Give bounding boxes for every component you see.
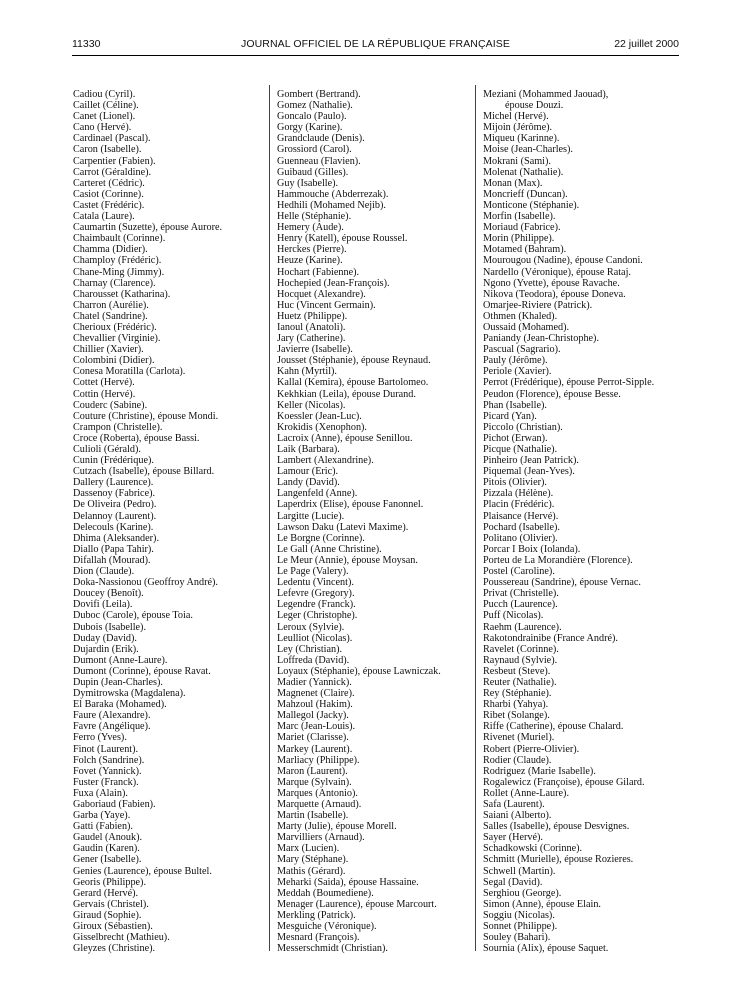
name-entry: Mesnard (François). [277,932,360,944]
name-entry: épouse Douzi. [505,100,564,112]
name-entry: Simon (Anne), épouse Elain. [483,898,601,910]
name-entry: Le Borgne (Corinne). [277,532,365,544]
name-entry: Mariet (Clarisse). [277,732,349,744]
name-entry: Laik (Barbara). [277,444,340,455]
publication-date: 22 juillet 2000 [614,38,679,50]
name-entry: Duday (David). [73,632,137,644]
name-entry: Porcar I Boix (Iolanda). [483,543,581,555]
name-entry: Dumont (Corinne), épouse Ravat. [73,665,211,677]
name-entry: Robert (Pierre-Olivier). [483,743,580,755]
name-entry: Mourougou (Nadine), épouse Candoni. [483,255,643,267]
name-entry: Casiot (Corinne). [73,188,144,200]
name-entry: Largitte (Lucie). [277,510,345,522]
name-entry: Gener (Isabelle). [73,854,142,866]
name-entry: Ngono (Yvette), épouse Ravache. [483,277,620,289]
name-entry: Ledentu (Vincent). [277,577,354,589]
name-entry: Moriaud (Fabrice). [483,222,561,234]
name-entry: Othmen (Khaled). [483,310,558,322]
name-entry: Fuxa (Alain). [73,787,128,799]
name-entry: Chane-Ming (Jimmy). [73,266,165,278]
name-entry: Schadkowski (Corinne). [483,843,583,855]
name-entry: Gleyzes (Christine). [73,943,156,955]
name-entry: Dujardin (Erik). [73,643,139,655]
name-entry: Phan (Isabelle). [483,399,547,411]
name-entry: Conesa Moratilla (Carlota). [73,366,186,378]
name-entry: Saiani (Alberto). [483,810,552,822]
name-entry: Dovifi (Leila). [73,599,133,611]
name-entry: Marquette (Arnaud). [277,799,362,810]
name-entry: Lacroix (Anne), épouse Senillou. [277,432,413,444]
name-entry: Chevallier (Virginie). [73,333,161,345]
name-entry: Markey (Laurent). [277,743,353,755]
name-entry: Perrot (Frédérique), épouse Perrot-Sipple. [483,377,655,389]
name-entry: Delannoy (Laurent). [73,510,157,522]
name-entry: Couderc (Sabine). [73,399,148,411]
header-rule [72,55,679,56]
name-entry: Leulliot (Nicolas). [277,632,353,644]
name-entry: Mahzoul (Hakim). [277,699,353,711]
name-entry: Difallah (Mourad). [73,554,151,566]
name-entry: Serghiou (George). [483,887,562,899]
name-entry: Hochepied (Jean-François). [277,277,390,289]
name-entry: Salles (Isabelle), épouse Desvignes. [483,821,630,833]
name-entry: Champloy (Frédéric). [73,255,162,267]
name-entry: Gatti (Fabien). [73,821,133,833]
name-entry: Dassenoy (Fabrice). [73,488,156,500]
name-entry: Monticone (Stéphanie). [483,199,580,211]
name-entry: Kekhkian (Leila), épouse Durand. [277,388,416,400]
name-entry: Doucey (Benoît). [73,588,144,600]
name-entry: Caumartin (Suzette), épouse Aurore. [73,222,223,234]
name-entry: Langenfeld (Anne). [277,488,358,500]
name-entry: Couture (Christine), épouse Mondi. [73,410,219,422]
name-entry: Dhima (Aleksander). [73,532,159,544]
name-entry: Georis (Philippe). [73,876,146,888]
name-entry: El Baraka (Mohamed). [73,699,167,711]
name-entry: Cottet (Hervé). [73,377,135,389]
name-entry: Pochard (Isabelle). [483,521,560,533]
name-entry: Pucch (Laurence). [483,599,558,611]
name-entry: Doka-Nassionou (Geoffroy André). [73,577,218,589]
name-entry: De Oliveira (Pedro). [73,499,157,511]
name-entry: Dumont (Anne-Laure). [73,654,168,666]
name-entry: Chatel (Sandrine). [73,310,148,322]
name-entry: Guy (Isabelle). [277,177,339,189]
name-entry: Sayer (Hervé). [483,832,543,844]
name-entry: Le Meur (Annie), épouse Moysan. [277,554,418,566]
name-entry: Plaisance (Hervé). [483,510,559,522]
name-entry: Periole (Xavier). [483,366,552,378]
name-entry: Cano (Hervé). [73,122,132,134]
name-entry: Dupin (Jean-Charles). [73,676,163,688]
name-entry: Gorgy (Karine). [277,122,343,134]
name-entry: Postel (Caroline). [483,566,555,578]
name-entry: Colombini (Didier). [73,355,155,367]
name-entry: Segal (David). [483,876,543,888]
name-entry: Marty (Julie), épouse Morell. [277,821,397,833]
name-entry: Maron (Laurent). [277,765,348,777]
name-entry: Messerschmidt (Christian). [277,943,388,955]
name-entry: Huetz (Philippe). [277,310,348,322]
name-entry: Picard (Yan). [483,410,537,422]
name-entry: Picque (Nathalie). [483,444,558,455]
name-entry: Rakotondrainibe (France André). [483,632,618,644]
name-entry: Hammouche (Abderrezak). [277,188,389,200]
name-entry: Dymitrowska (Magdalena). [73,688,186,700]
name-entry: Ferro (Yves). [73,732,127,744]
name-entry: Huc (Vincent Germain). [277,299,376,311]
name-entry: Grandclaude (Denis). [277,133,365,145]
name-entry: Merkling (Patrick). [277,909,356,921]
name-entry: Crampon (Christelle). [73,421,163,433]
name-entry: Privat (Christelle). [483,588,559,600]
name-entry: Rey (Stéphanie). [483,688,552,700]
name-entry: Souley (Bahari). [483,932,551,944]
name-column-3 [483,89,688,954]
name-entry: Fovet (Yannick). [73,765,142,777]
name-entry: Monan (Max). [483,177,543,189]
name-entry: Menager (Laurence), épouse Marcourt. [277,898,437,910]
name-entry: Piquemal (Jean-Yves). [483,466,575,478]
name-entry: Jary (Catherine). [277,333,346,345]
name-entry: Jousset (Stéphanie), épouse Reynaud. [277,355,431,367]
name-entry: Folch (Sandrine). [73,754,145,766]
name-entry: Raynaud (Sylvie). [483,654,558,666]
page-header [72,38,679,52]
name-entry: Mesguiche (Véronique). [277,921,377,933]
name-entry: Rogalewicz (Françoise), épouse Gilard. [483,776,645,788]
name-entry: Morin (Philippe). [483,233,555,245]
name-entry: Kallal (Kemira), épouse Bartolomeo. [277,377,429,389]
name-entry: Favre (Angélique). [73,721,151,733]
name-entry: Piccolo (Christian). [483,421,563,433]
name-entry: Rharbi (Yahya). [483,699,549,711]
name-entry: Koessler (Jean-Luc). [277,410,362,422]
name-entry: Guibaud (Gilles). [277,166,349,178]
name-entry: Fuster (Franck). [73,776,139,788]
name-entry: Molenat (Nathalie). [483,166,564,178]
name-entry: Lambert (Alexandrine). [277,455,374,467]
name-entry: Culioli (Gérald). [73,444,141,455]
name-entry: Charousset (Katharina). [73,288,171,300]
name-entry: Riffe (Catherine), épouse Chalard. [483,721,624,733]
name-entry: Martin (Isabelle). [277,810,349,822]
name-entry: Gombert (Bertrand). [277,89,361,100]
name-entry: Magnenet (Claire). [277,688,355,700]
name-entry: Paniandy (Jean-Christophe). [483,333,599,345]
name-entry: Genies (Laurence), épouse Bultel. [73,865,212,877]
name-entry: Moise (Jean-Charles). [483,144,573,156]
name-entry: Meharki (Saida), épouse Hassaine. [277,876,419,888]
name-entry: Pascual (Sagrario). [483,344,561,356]
name-entry: Duboc (Carole), épouse Toia. [73,610,193,622]
name-entry: Cherioux (Frédéric). [73,321,157,333]
name-entry: Dallery (Laurence). [73,477,154,489]
name-entry: Marc (Jean-Louis). [277,721,356,733]
name-entry: Catala (Laure). [73,211,135,223]
name-entry: Krokidis (Xenophon). [277,421,367,433]
name-entry: Schmitt (Murielle), épouse Rozieres. [483,854,634,866]
name-entry: Ley (Christian). [277,643,343,655]
name-entry: Carteret (Cédric). [73,177,145,189]
name-entry: Rodriguez (Marie Isabelle). [483,765,596,777]
name-entry: Loffreda (David). [277,654,350,666]
name-entry: Gaboriaud (Fabien). [73,799,156,810]
name-entry: Castet (Frédéric). [73,199,145,211]
name-entry: Meziani (Mohammed Jaouad), [483,89,609,100]
name-column-2 [277,89,482,954]
name-entry: Chillier (Xavier). [73,344,144,356]
name-entry: Canet (Lionel). [73,111,136,123]
name-entry: Chamma (Didier). [73,244,148,256]
name-entry: Henry (Katell), épouse Roussel. [277,233,408,245]
name-entry: Giroux (Sébastien). [73,921,153,933]
name-entry: Marliacy (Philippe). [277,754,360,766]
name-entry: Caillet (Céline). [73,100,139,112]
name-entry: Ribet (Solange). [483,710,550,722]
name-entry: Pitois (Olivier). [483,477,547,489]
name-entry: Sonnet (Philippe). [483,921,558,933]
name-entry: Garba (Yaye). [73,810,131,822]
name-entry: Cardinael (Pascal). [73,133,151,145]
name-entry: Rodier (Claude). [483,754,552,766]
name-entry: Resbeut (Steve). [483,665,551,677]
name-entry: Legendre (Franck). [277,599,356,611]
name-entry: Porteu de La Morandière (Florence). [483,554,633,566]
name-entry: Motamed (Bahram). [483,244,567,256]
name-entry: Loyaux (Stéphanie), épouse Lawniczak. [277,665,441,677]
name-entry: Morfin (Isabelle). [483,211,556,223]
name-entry: Ianoul (Anatoli). [277,321,346,333]
name-entry: Cutzach (Isabelle), épouse Billard. [73,466,215,478]
name-entry: Kahn (Myrtil). [277,366,337,378]
name-entry: Gaudin (Karen). [73,843,140,855]
name-entry: Mary (Stéphane). [277,854,349,866]
name-entry: Javierre (Isabelle). [277,344,353,356]
name-entry: Herckes (Pierre). [277,244,347,256]
name-entry: Placin (Frédéric). [483,499,555,511]
name-entry: Gerard (Hervé). [73,887,139,899]
name-entry: Mathis (Gérard). [277,865,346,877]
name-entry: Marvilliers (Arnaud). [277,832,365,844]
name-entry: Mokrani (Sami). [483,155,551,167]
name-entry: Sournia (Alix), épouse Saquet. [483,943,609,955]
name-entry: Rivenet (Muriel). [483,732,555,744]
name-entry: Mijoin (Jérôme). [483,122,553,134]
name-entry: Cadiou (Cyril). [73,89,136,100]
name-entry: Ravelet (Corinne). [483,643,559,655]
name-entry: Leroux (Sylvie). [277,621,345,633]
name-entry: Diallo (Papa Tahir). [73,543,154,555]
name-entry: Nardello (Véronique), épouse Rataj. [483,266,631,278]
name-entry: Delecouls (Karine). [73,521,154,533]
journal-title: JOURNAL OFFICIEL DE LA RÉPUBLIQUE FRANÇAISE [241,38,510,50]
name-entry: Omarjee-Riviere (Patrick). [483,299,593,311]
name-entry: Landy (David). [277,477,340,489]
name-entry: Marque (Sylvain). [277,776,352,788]
name-entry: Nikova (Teodora), épouse Doneva. [483,288,626,300]
name-entry: Schwell (Martin). [483,865,556,877]
name-entry: Pauly (Jérôme). [483,355,548,367]
name-entry: Hochart (Fabienne). [277,266,360,278]
name-entry: Madier (Yannick). [277,676,352,688]
name-entry: Hemery (Aude). [277,222,344,234]
name-entry: Gisselbrecht (Mathieu). [73,932,170,944]
name-entry: Raehm (Laurence). [483,621,562,633]
name-entry: Giraud (Sophie). [73,909,142,921]
name-entry: Oussaid (Mohamed). [483,321,570,333]
name-entry: Marx (Lucien). [277,843,340,855]
name-entry: Heuze (Karine). [277,255,343,267]
name-entry: Safa (Laurent). [483,799,545,810]
name-column-1 [73,89,278,954]
name-entry: Reuter (Nathalie). [483,676,557,688]
page-number: 11330 [72,38,101,50]
name-entry: Hedhili (Mohamed Nejib). [277,199,386,211]
name-entry: Carpentier (Fabien). [73,155,156,167]
name-entry: Mallegol (Jacky). [277,710,349,722]
name-entry: Rollet (Anne-Laure). [483,787,569,799]
name-entry: Lamour (Eric). [277,466,339,478]
name-entry: Lefevre (Gregory). [277,588,355,600]
name-entry: Pinheiro (Jean Patrick). [483,455,579,467]
name-entry: Guenneau (Flavien). [277,155,361,167]
name-entry: Meddah (Boumediene). [277,887,374,899]
name-entry: Leger (Christophe). [277,610,358,622]
name-entry: Le Page (Valery). [277,566,349,578]
name-entry: Marques (Antonio). [277,787,358,799]
name-entry: Charnay (Clarence). [73,277,156,289]
name-entry: Gervais (Christel). [73,898,149,910]
name-entry: Laperdrix (Elise), épouse Fanonnel. [277,499,424,511]
name-entry: Soggiu (Nicolas). [483,909,555,921]
name-entry: Gaudel (Anouk). [73,832,143,844]
name-entry: Cottin (Hervé). [73,388,136,400]
name-entry: Dion (Claude). [73,566,135,578]
name-entry: Politano (Olivier). [483,532,558,544]
name-entry: Gomez (Nathalie). [277,100,353,112]
name-entry: Puff (Nicolas). [483,610,544,622]
name-entry: Cunin (Frédérique). [73,455,154,467]
name-entry: Miqueu (Karinne). [483,133,560,145]
name-entry: Pichot (Erwan). [483,432,548,444]
name-entry: Croce (Roberta), épouse Bassi. [73,432,200,444]
name-entry: Pizzala (Hélène). [483,488,554,500]
name-entry: Chaimbault (Corinne). [73,233,166,245]
name-entry: Michel (Hervé). [483,111,549,123]
name-entry: Le Gall (Anne Christine). [277,543,382,555]
name-entry: Moncrieff (Duncan). [483,188,568,200]
name-entry: Poussereau (Sandrine), épouse Vernac. [483,577,641,589]
name-entry: Faure (Alexandre). [73,710,151,722]
name-entry: Lawson Daku (Latevi Maxime). [277,521,409,533]
name-entry: Carrot (Géraldine). [73,166,152,178]
name-entry: Charron (Aurélie). [73,299,149,311]
name-entry: Keller (Nicolas). [277,399,346,411]
name-entry: Dubois (Isabelle). [73,621,146,633]
name-entry: Goncalo (Paulo). [277,111,347,123]
name-entry: Peudon (Florence), épouse Besse. [483,388,621,400]
name-entry: Caron (Isabelle). [73,144,142,156]
name-entry: Finot (Laurent). [73,743,139,755]
name-entry: Hocquet (Alexandre). [277,288,366,300]
name-entry: Helle (Stéphanie). [277,211,352,223]
name-entry: Grossiord (Carol). [277,144,352,156]
